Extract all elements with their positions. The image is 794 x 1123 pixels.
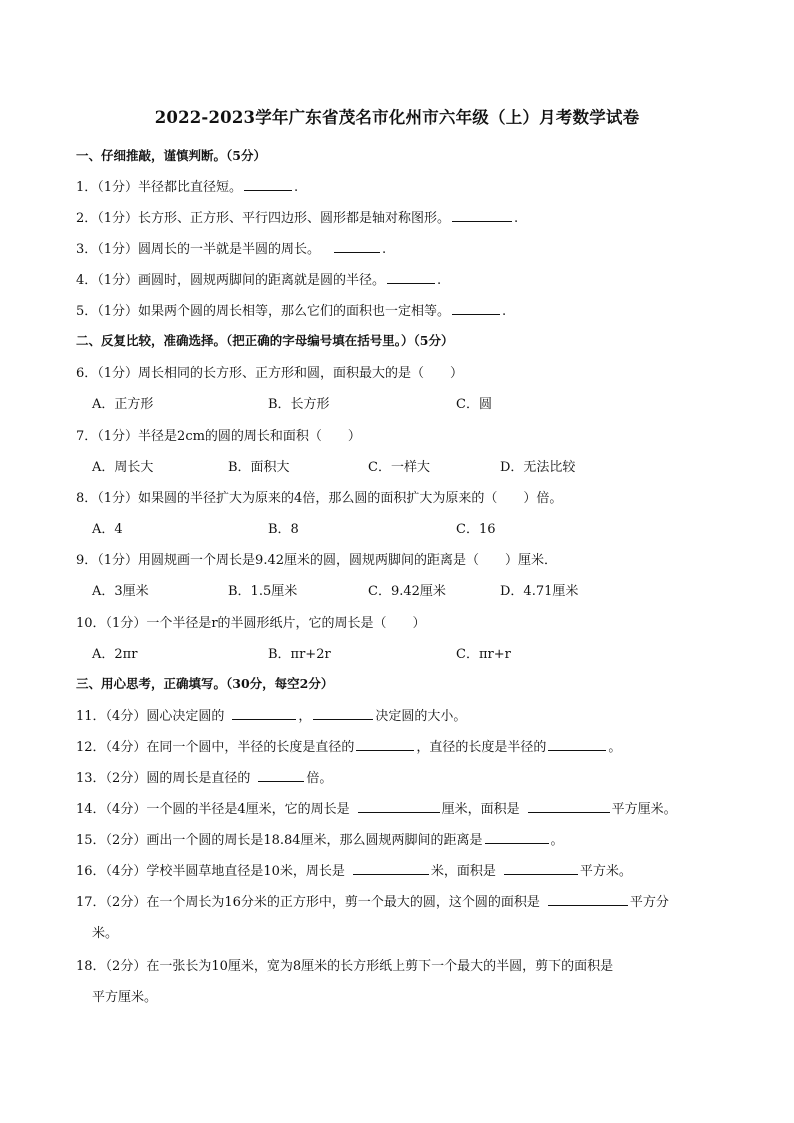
answer-blank[interactable] xyxy=(504,860,578,875)
option-a[interactable]: A．2πr xyxy=(92,647,138,662)
option-c[interactable]: C．πr+r xyxy=(456,647,511,662)
question-12-text: 12．（4分）在同一个圆中，半径的长度是直径的 xyxy=(76,740,355,755)
question-14-text: 14．（4分）一个圆的半径是4厘米，它的周长是 xyxy=(76,802,350,817)
option-a[interactable]: A．4 xyxy=(92,522,123,537)
option-c[interactable]: C．16 xyxy=(456,522,496,537)
question-12 xyxy=(76,736,621,755)
question-16-text: 16．（4分）学校半圆草地直径是10米，周长是 xyxy=(76,864,345,879)
answer-blank[interactable] xyxy=(528,798,610,813)
exam-title: 2022-2023学年广东省茂名市化州市六年级（上）月考数学试卷 xyxy=(154,108,640,127)
question-15-text: 15．（2分）画出一个圆的周长是18.84厘米，那么圆规两脚间的距离是 xyxy=(76,833,483,848)
question-16-end: 平方米。 xyxy=(579,864,632,879)
question-17 xyxy=(76,891,669,910)
option-c[interactable]: C．9.42厘米 xyxy=(368,584,446,599)
question-13-text: 13．（2分）圆的周长是直径的 xyxy=(76,771,251,786)
option-a[interactable]: A．正方形 xyxy=(92,397,154,412)
answer-blank[interactable] xyxy=(452,300,500,315)
answer-blank[interactable] xyxy=(232,705,296,720)
option-b[interactable]: B．面积大 xyxy=(228,460,290,475)
question-17-text: 17．（2分）在一个周长为16分米的正方形中，剪一个最大的圆，这个圆的面积是 xyxy=(76,895,540,910)
option-b[interactable]: B．1.5厘米 xyxy=(228,584,298,599)
answer-blank[interactable] xyxy=(313,705,373,720)
question-15-end: 。 xyxy=(550,833,564,848)
question-14-end: 平方厘米。 xyxy=(611,802,677,817)
question-17-continued: 米。 xyxy=(92,926,119,941)
answer-blank[interactable] xyxy=(452,207,512,222)
question-15 xyxy=(76,829,564,848)
answer-blank[interactable] xyxy=(356,736,414,751)
question-16 xyxy=(76,860,632,879)
question-3-end: . xyxy=(382,242,387,257)
option-b[interactable]: B．πr+2r xyxy=(268,647,331,662)
option-a[interactable]: A．3厘米 xyxy=(92,584,149,599)
answer-blank[interactable] xyxy=(358,798,440,813)
option-b[interactable]: B．8 xyxy=(268,522,299,537)
answer-blank[interactable] xyxy=(244,176,292,191)
question-1-end: . xyxy=(294,180,299,195)
question-4-end: . xyxy=(437,273,442,288)
option-c[interactable]: C．一样大 xyxy=(368,460,430,475)
option-c[interactable]: C．圆 xyxy=(456,397,492,412)
question-3 xyxy=(76,238,386,257)
answer-blank[interactable] xyxy=(485,829,549,844)
question-2 xyxy=(76,207,518,226)
question-1 xyxy=(76,176,298,195)
option-d[interactable]: D．无法比较 xyxy=(500,460,576,475)
question-11-text: 11．（4分）圆心决定圆的 xyxy=(76,709,225,724)
question-8: 8．（1分）如果圆的半径扩大为原来的4倍，那么圆的面积扩大为原来的（ ）倍。 xyxy=(76,491,563,506)
question-1-text: 1．（1分）半径都比直径短。 xyxy=(76,180,243,195)
question-9: 9．（1分）用圆规画一个周长是9.42厘米的圆，圆规两脚间的距离是（ ）厘米． xyxy=(76,553,557,568)
question-2-text: 2．（1分）长方形、正方形、平行四边形、圆形都是轴对称图形。 xyxy=(76,211,451,226)
question-17-end: 平方分 xyxy=(629,895,669,910)
answer-blank[interactable] xyxy=(387,269,435,284)
option-d[interactable]: D．4.71厘米 xyxy=(500,584,579,599)
option-a[interactable]: A．周长大 xyxy=(92,460,154,475)
question-5-end: . xyxy=(502,304,507,319)
question-12-end: 。 xyxy=(608,740,622,755)
question-11-sep: ， xyxy=(298,709,312,724)
question-18: 18．（2分）在一张长为10厘米，宽为8厘米的长方形纸上剪下一个最大的半圆，剪下的面积是 xyxy=(76,959,614,974)
question-11 xyxy=(76,705,466,724)
question-16-mid: 米，面积是 xyxy=(430,864,496,879)
question-3-text: 3．（1分）圆周长的一半就是半圆的周长。 xyxy=(76,242,321,257)
question-4 xyxy=(76,269,441,288)
question-14 xyxy=(76,798,677,817)
section-3-heading: 三、用心思考，正确填写。（30分，每空2分） xyxy=(76,676,334,691)
section-2-heading: 二、反复比较，准确选择。（把正确的字母编号填在括号里。）（5分） xyxy=(76,333,454,348)
answer-blank[interactable] xyxy=(548,736,606,751)
question-13 xyxy=(76,767,332,786)
question-2-end: . xyxy=(514,211,519,226)
option-b[interactable]: B．长方形 xyxy=(268,397,330,412)
question-18-end: 平方厘米。 xyxy=(92,990,158,1005)
answer-blank[interactable] xyxy=(258,767,304,782)
question-18-continued xyxy=(92,986,157,1005)
question-7: 7．（1分）半径是2cm的圆的周长和面积（ ） xyxy=(76,429,361,444)
question-11-end: 决定圆的大小。 xyxy=(375,709,467,724)
question-6: 6．（1分）周长相同的长方形、正方形和圆，面积最大的是（ ） xyxy=(76,366,464,381)
answer-blank[interactable] xyxy=(334,238,380,253)
question-14-mid: 厘米，面积是 xyxy=(441,802,520,817)
question-10: 10．（1分）一个半径是r的半圆形纸片，它的周长是（ ） xyxy=(76,616,426,631)
question-12-mid: ，直径的长度是半径的 xyxy=(416,740,547,755)
answer-blank[interactable] xyxy=(353,860,429,875)
question-5-text: 5．（1分）如果两个圆的周长相等，那么它们的面积也一定相等。 xyxy=(76,304,451,319)
section-1-heading: 一、仔细推敲，谨慎判断。（5分） xyxy=(76,148,266,163)
question-13-end: 倍。 xyxy=(306,771,333,786)
question-5 xyxy=(76,300,506,319)
question-4-text: 4．（1分）画圆时，圆规两脚间的距离就是圆的半径。 xyxy=(76,273,386,288)
answer-blank[interactable] xyxy=(548,891,628,906)
